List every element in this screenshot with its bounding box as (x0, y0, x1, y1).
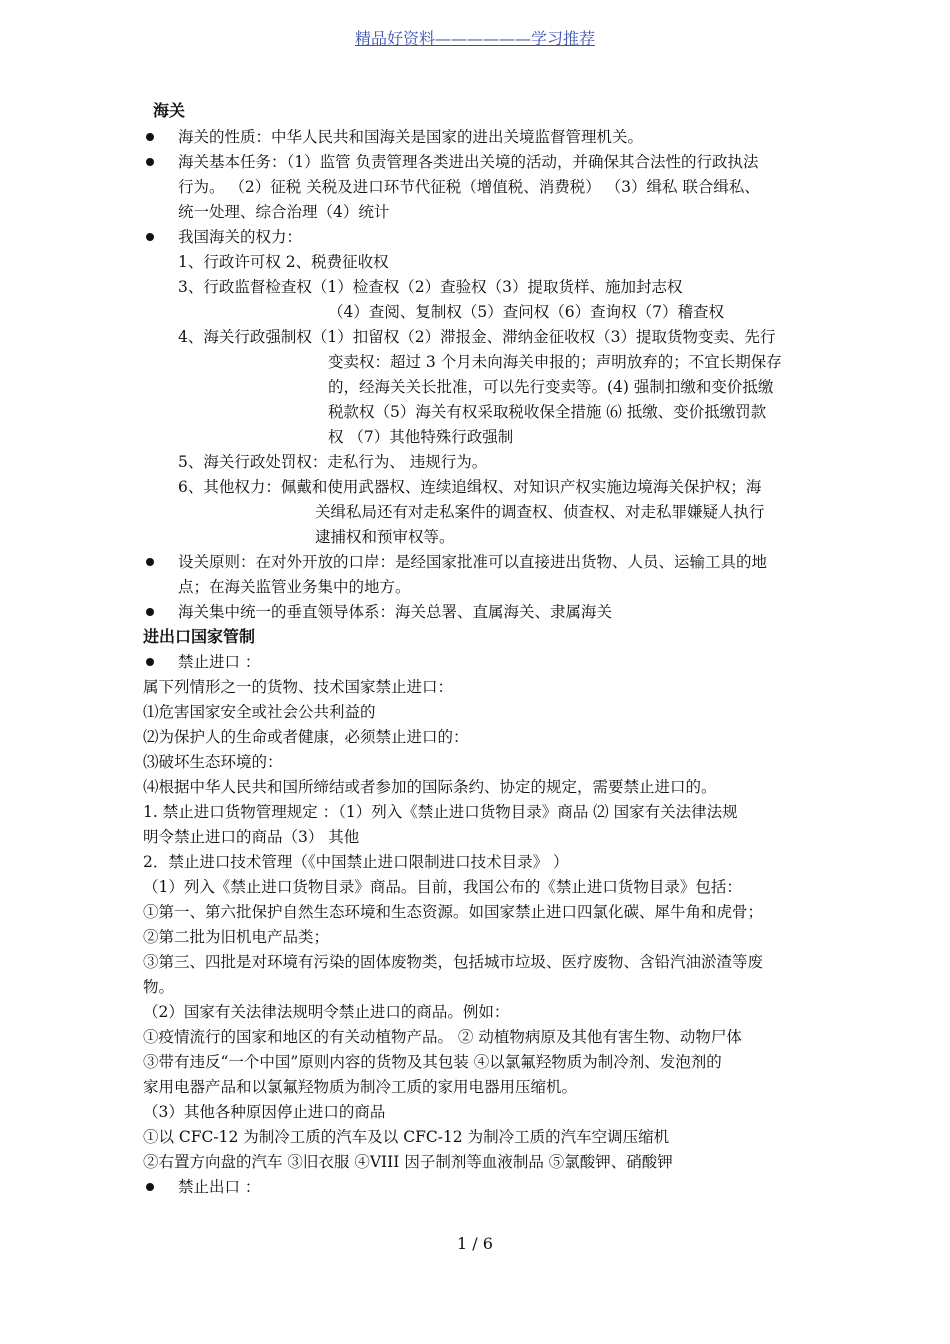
text-line: 5、海关行政处罚权：走私行为、 违规行为。 (178, 453, 488, 471)
text-line: 家用电器产品和以氯氟羟物质为制冷工质的家用电器用压缩机。 (143, 1078, 578, 1096)
text-line: ②右置方向盘的汽车 ③旧衣服 ④VIII 因子制剂等血液制品 ⑤氯酸钾、硝酸钾 (143, 1153, 673, 1171)
text-line: 6、其他权力：佩戴和使用武器权、连续追缉权、对知识产权实施边境海关保护权；海 (178, 478, 762, 496)
text-line: 3、行政监督检查权（1）检查权（2）查验权（3）提取货样、施加封志权 (178, 278, 683, 296)
text-line: （4）查阅、复制权（5）查问权（6）查询权（7）稽查权 (328, 303, 724, 321)
text-line: 禁止进口 ： (178, 653, 261, 671)
text-line: 海关的性质：中华人民共和国海关是国家的进出关境监督管理机关。 (178, 128, 644, 146)
text-line: 税款权（5）海关有权采取税收保全措施 ⑹ 抵缴、变价抵缴罚款 (328, 403, 767, 421)
text-line: 点；在海关监管业务集中的地方。 (178, 578, 411, 596)
text-line: ③带有违反“一个中国”原则内容的货物及其包装 ④以氯氟羟物质为制冷剂、发泡剂的 (143, 1053, 722, 1071)
text-line: 海关基本任务：（1）监管 负责管理各类进出关境的活动，并确保其合法性的行政执法 (178, 153, 759, 171)
bullet-icon (146, 558, 154, 566)
text-line: ③第三、四批是对环境有污染的固体废物类，包括城市垃圾、医疗废物、含铅汽油淤渣等废 (143, 953, 764, 971)
text-line: 海关集中统一的垂直领导体系：海关总署、直属海关、隶属海关 (178, 603, 613, 621)
text-line: 行为。 （2）征税 关税及进口环节代征税（增值税、消费税） （3）缉私 联合缉私、 (178, 178, 760, 196)
text-line: 禁止出口 ： (178, 1178, 261, 1196)
text-line: ①以 CFC-12 为制冷工质的汽车及以 CFC-12 为制冷工质的汽车空调压缩机 (143, 1128, 670, 1146)
text-line: （2）国家有关法律法规明令禁止进口的商品。例如： (143, 1003, 510, 1021)
header-text: 精品好资料——————学习推荐 (354, 29, 595, 48)
text-line: 变卖权：超过 3 个月未向海关申报的；声明放弃的；不宜长期保存 (328, 353, 782, 371)
text-line: 设关原则：在对外开放的口岸：是经国家批准可以直接进出货物、人员、运输工具的地 (178, 553, 768, 571)
text-line: 权 （7）其他特殊行政强制 (328, 428, 514, 446)
text-line: 属下列情形之一的货物、技术国家禁止进口： (143, 678, 454, 696)
text-line: 明令禁止进口的商品（3） 其他 (143, 828, 360, 846)
text-line: （1）列入《禁止进口货物目录》商品。目前，我国公布的《禁止进口货物目录》包括： (143, 878, 742, 896)
page-header (0, 26, 950, 49)
text-line: 逮捕权和预审权等。 (315, 528, 455, 546)
text-line: ⑵为保护人的生命或者健康，必须禁止进口的： (143, 728, 469, 746)
text-line: ①第一、第六批保护自然生态环境和生态资源。如国家禁止进口四氯化碳、犀牛角和虎骨； (143, 903, 764, 921)
text-line: 4、海关行政强制权（1）扣留权（2）滞报金、滞纳金征收权（3）提取货物变卖、先行 (178, 328, 776, 346)
text-line: 关缉私局还有对走私案件的调查权、侦查权、对走私罪嫌疑人执行 (315, 503, 765, 521)
page-number: 1 / 6 (457, 1234, 493, 1253)
heading-import-export-control: 进出口国家管制 (143, 627, 256, 646)
text-line: 2．禁止进口技术管理（《中国禁止进口限制进口技术目录》 ） (143, 853, 569, 871)
bullet-icon (146, 608, 154, 616)
text-line: 1. 禁止进口货物管理规定 ：（1）列入《禁止进口货物目录》商品 ⑵ 国家有关法律法规 (143, 803, 738, 821)
text-line: 1、行政许可权 2、税费征收权 (178, 253, 389, 271)
text-line: ⑴危害国家安全或社会公共利益的 (143, 703, 376, 721)
text-line: （3）其他各种原因停止进口的商品 (143, 1103, 386, 1121)
text-line: ⑶破坏生态环境的： (143, 753, 283, 771)
text-line: ②第二批为旧机电产品类； (143, 928, 330, 946)
text-line: ⑷根据中华人民共和国所缔结或者参加的国际条约、协定的规定，需要禁止进口的。 (143, 778, 717, 796)
heading-customs: 海关 (153, 101, 186, 120)
bullet-icon (146, 658, 154, 666)
bullet-icon (146, 233, 154, 241)
text-line: 的，经海关关长批准，可以先行变卖等。(4) 强制扣缴和变价抵缴 (328, 378, 774, 396)
bullet-icon (146, 158, 154, 166)
text-line: 物。 (143, 978, 175, 996)
text-line: 统一处理、综合治理（4）统计 (178, 203, 390, 221)
bullet-icon (146, 133, 154, 141)
bullet-icon (146, 1183, 154, 1191)
text-line: ①疫情流行的国家和地区的有关动植物产品。 ② 动植物病原及其他有害生物、动物尸体 (143, 1028, 742, 1046)
text-line: 我国海关的权力： (178, 228, 303, 246)
